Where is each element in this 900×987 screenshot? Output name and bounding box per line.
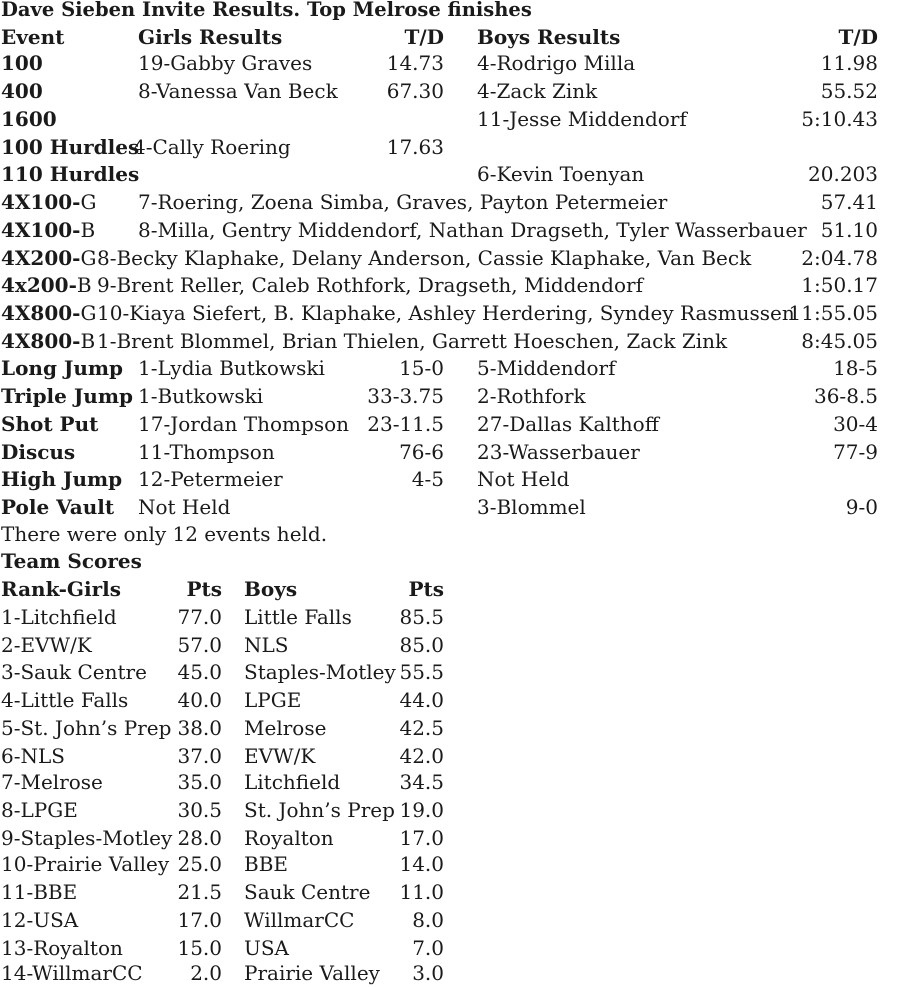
rank-girls-header: Rank-Girls — [1, 577, 121, 601]
boys-points: 3.0 — [412, 961, 444, 985]
events-note — [1, 520, 900, 548]
boys-points: 14.0 — [399, 852, 444, 876]
event-row — [1, 105, 900, 133]
relay-mark: 11:55.05 — [788, 301, 878, 325]
event-name: Triple Jump — [1, 384, 133, 408]
boys-athlete: 2-Rothfork — [477, 384, 586, 408]
boys-team: Staples-Motley — [244, 660, 396, 684]
girls-athlete: 1-Lydia Butkowski — [138, 356, 325, 380]
boys-points: 42.0 — [399, 744, 444, 768]
relay-row — [1, 188, 900, 216]
relay-event-name — [1, 327, 95, 355]
boys-points: 34.5 — [399, 770, 444, 794]
boys-points: 44.0 — [399, 688, 444, 712]
field-event-row — [1, 493, 900, 521]
relay-row — [1, 271, 900, 299]
boys-td-header: T/D — [838, 25, 878, 49]
relay-team: 10-Kiaya Siefert, B. Klaphake, Ashley Herdering, Syndey Rasmussen — [97, 301, 795, 325]
team-score-row — [1, 959, 900, 987]
boys-athlete: 27-Dallas Kalthoff — [477, 412, 659, 436]
girls-athlete: 8-Vanessa Van Beck — [138, 79, 338, 103]
relay-row — [1, 299, 900, 327]
relay-event-gender: G — [80, 246, 97, 270]
girls-team: 11-BBE — [1, 880, 78, 904]
relay-event-code: 4X100- — [1, 218, 81, 242]
relay-event-gender: G — [80, 301, 97, 325]
girls-points: 30.5 — [177, 798, 222, 822]
relay-event-gender: B — [76, 273, 92, 297]
relay-event-code: 4X100- — [1, 190, 81, 214]
girls-team: 9-Staples-Motley — [1, 826, 173, 850]
relay-mark: 57.41 — [820, 190, 878, 214]
boys-mark: 55.52 — [820, 79, 878, 103]
relay-event-name — [1, 271, 92, 299]
team-scores-heading — [1, 547, 900, 575]
boys-athlete: 11-Jesse Middendorf — [477, 107, 687, 131]
team-score-row — [1, 934, 900, 962]
relay-event-name — [1, 299, 96, 327]
relay-team: 9-Brent Reller, Caleb Rothfork, Dragseth, Middendorf — [97, 273, 643, 297]
field-event-row — [1, 354, 900, 382]
relay-event-name — [1, 188, 96, 216]
boys-team: Prairie Valley — [244, 961, 380, 985]
girls-team: 3-Sauk Centre — [1, 660, 147, 684]
girls-team: 8-LPGE — [1, 798, 78, 822]
boys-mark: 18-5 — [833, 356, 878, 380]
team-score-row — [1, 824, 900, 852]
girls-points: 77.0 — [177, 605, 222, 629]
boys-team: Sauk Centre — [244, 880, 371, 904]
relay-mark: 8:45.05 — [801, 329, 878, 353]
boys-mark: 9-0 — [845, 495, 878, 519]
boys-team: Melrose — [244, 716, 327, 740]
event-name: Discus — [1, 440, 76, 464]
girls-mark: 33-3.75 — [367, 384, 444, 408]
boys-team: LPGE — [244, 688, 302, 712]
team-score-row — [1, 850, 900, 878]
girls-mark: 23-11.5 — [367, 412, 444, 436]
event-name: 400 — [1, 79, 43, 103]
event-name: 110 Hurdles — [1, 162, 140, 186]
team-score-row — [1, 742, 900, 770]
boys-points: 55.5 — [399, 660, 444, 684]
boys-mark: 77-9 — [833, 440, 878, 464]
boys-team: BBE — [244, 852, 288, 876]
girls-mark: 67.30 — [386, 79, 444, 103]
event-name: Pole Vault — [1, 495, 115, 519]
boys-athlete: 5-Middendorf — [477, 356, 616, 380]
event-name: 100 — [1, 51, 43, 75]
boys-points: 17.0 — [399, 826, 444, 850]
girls-points: 38.0 — [177, 716, 222, 740]
girls-pts-header: Pts — [186, 577, 222, 601]
girls-points: 45.0 — [177, 660, 222, 684]
boys-athlete: 4-Zack Zink — [477, 79, 598, 103]
boys-mark: 5:10.43 — [801, 107, 878, 131]
girls-mark: 4-5 — [411, 467, 444, 491]
girls-team: 10-Prairie Valley — [1, 852, 170, 876]
girls-mark: 15-0 — [399, 356, 444, 380]
boys-points: 85.0 — [399, 633, 444, 657]
boys-team: Litchfield — [244, 770, 341, 794]
boys-team: WillmarCC — [244, 908, 355, 932]
girls-points: 40.0 — [177, 688, 222, 712]
girls-points: 28.0 — [177, 826, 222, 850]
girls-points: 2.0 — [190, 961, 222, 985]
field-event-row — [1, 410, 900, 438]
boys-athlete: 6-Kevin Toenyan — [477, 162, 645, 186]
relay-event-code: 4X800- — [1, 301, 81, 325]
team-score-row — [1, 658, 900, 686]
boys-team: EVW/K — [244, 744, 316, 768]
team-score-row — [1, 686, 900, 714]
girls-athlete: 19-Gabby Graves — [138, 51, 313, 75]
boys-mark: 30-4 — [833, 412, 878, 436]
girls-points: 25.0 — [177, 852, 222, 876]
document-title: Dave Sieben Invite Results. Top Melrose finishes — [1, 0, 532, 21]
field-event-row — [1, 438, 900, 466]
boys-pts-header: Pts — [408, 577, 444, 601]
boys-team: USA — [244, 936, 289, 960]
girls-athlete: 1-Butkowski — [138, 384, 264, 408]
relay-event-gender: G — [80, 190, 97, 214]
girls-points: 35.0 — [177, 770, 222, 794]
team-score-row — [1, 631, 900, 659]
relay-event-code: 4x200- — [1, 273, 77, 297]
relay-event-gender: B — [80, 329, 96, 353]
girls-team: 2-EVW/K — [1, 633, 92, 657]
girls-athlete: 11-Thompson — [138, 440, 275, 464]
event-name: Long Jump — [1, 356, 124, 380]
boys-team: Royalton — [244, 826, 334, 850]
boys-points: 11.0 — [399, 880, 444, 904]
relay-row — [1, 216, 900, 244]
girls-team: 1-Litchfield — [1, 605, 117, 629]
boys-team: Little Falls — [244, 605, 352, 629]
field-event-row — [1, 382, 900, 410]
girls-points: 21.5 — [177, 880, 222, 904]
boys-team: NLS — [244, 633, 289, 657]
event-name: 100 Hurdles — [1, 135, 140, 159]
event-column-header: Event — [1, 25, 65, 49]
boys-athlete: 23-Wasserbauer — [477, 440, 640, 464]
boys-points: 85.5 — [399, 605, 444, 629]
boys-points: 19.0 — [399, 798, 444, 822]
relay-row — [1, 244, 900, 272]
results-header-row — [1, 23, 900, 51]
note-text: There were only 12 events held. — [1, 522, 328, 546]
girls-athlete: Not Held — [138, 495, 231, 519]
event-name: Shot Put — [1, 412, 99, 436]
girls-points: 15.0 — [177, 936, 222, 960]
relay-event-code: 4X200- — [1, 246, 81, 270]
boys-mark: 20.203 — [808, 162, 878, 186]
girls-mark: 14.73 — [386, 51, 444, 75]
team-score-row — [1, 714, 900, 742]
relay-event-name — [1, 216, 95, 244]
event-row — [1, 133, 900, 161]
girls-points: 57.0 — [177, 633, 222, 657]
relay-row — [1, 327, 900, 355]
girls-points: 17.0 — [177, 908, 222, 932]
girls-mark: 17.63 — [386, 135, 444, 159]
girls-team: 5-St. John’s Prep — [1, 716, 172, 740]
girls-team: 6-NLS — [1, 744, 65, 768]
team-score-row — [1, 603, 900, 631]
boys-team: St. John’s Prep — [244, 798, 395, 822]
boys-header: Boys — [244, 577, 298, 601]
girls-team: 13-Royalton — [1, 936, 123, 960]
girls-team: 14-WillmarCC — [1, 961, 143, 985]
girls-team: 12-USA — [1, 908, 79, 932]
girls-team: 7-Melrose — [1, 770, 103, 794]
team-score-row — [1, 768, 900, 796]
relay-team: 8-Becky Klaphake, Delany Anderson, Cassie Klaphake, Van Beck — [97, 246, 752, 270]
team-score-row — [1, 878, 900, 906]
relay-mark: 1:50.17 — [801, 273, 878, 297]
girls-results-header: Girls Results — [138, 25, 283, 49]
team-scores-header-row — [1, 575, 900, 603]
boys-athlete: 3-Blommel — [477, 495, 586, 519]
boys-points: 7.0 — [412, 936, 444, 960]
relay-event-gender: B — [80, 218, 96, 242]
field-event-row — [1, 465, 900, 493]
relay-team: 1-Brent Blommel, Brian Thielen, Garrett Hoeschen, Zack Zink — [97, 329, 728, 353]
boys-points: 42.5 — [399, 716, 444, 740]
event-row — [1, 160, 900, 188]
girls-athlete: 4-Cally Roering — [133, 135, 291, 159]
relay-mark: 2:04.78 — [801, 246, 878, 270]
event-name: High Jump — [1, 467, 123, 491]
girls-athlete: 17-Jordan Thompson — [138, 412, 350, 436]
girls-td-header: T/D — [404, 25, 444, 49]
girls-mark: 76-6 — [399, 440, 444, 464]
event-row — [1, 49, 900, 77]
team-scores-title: Team Scores — [1, 549, 142, 573]
girls-athlete: 12-Petermeier — [138, 467, 283, 491]
boys-points: 8.0 — [412, 908, 444, 932]
relay-event-code: 4X800- — [1, 329, 81, 353]
boys-athlete: 4-Rodrigo Milla — [477, 51, 636, 75]
girls-team: 4-Little Falls — [1, 688, 129, 712]
boys-mark: 36-8.5 — [813, 384, 878, 408]
event-name: 1600 — [1, 107, 57, 131]
relay-event-name — [1, 244, 96, 272]
relay-mark: 51.10 — [820, 218, 878, 242]
event-row — [1, 77, 900, 105]
boys-mark: 11.98 — [820, 51, 878, 75]
relay-team: 7-Roering, Zoena Simba, Graves, Payton Petermeier — [138, 190, 668, 214]
boys-results-header: Boys Results — [477, 25, 621, 49]
girls-points: 37.0 — [177, 744, 222, 768]
team-score-row — [1, 906, 900, 934]
relay-team: 8-Milla, Gentry Middendorf, Nathan Dragseth, Tyler Wasserbauer — [138, 218, 807, 242]
team-score-row — [1, 796, 900, 824]
boys-athlete: Not Held — [477, 467, 570, 491]
